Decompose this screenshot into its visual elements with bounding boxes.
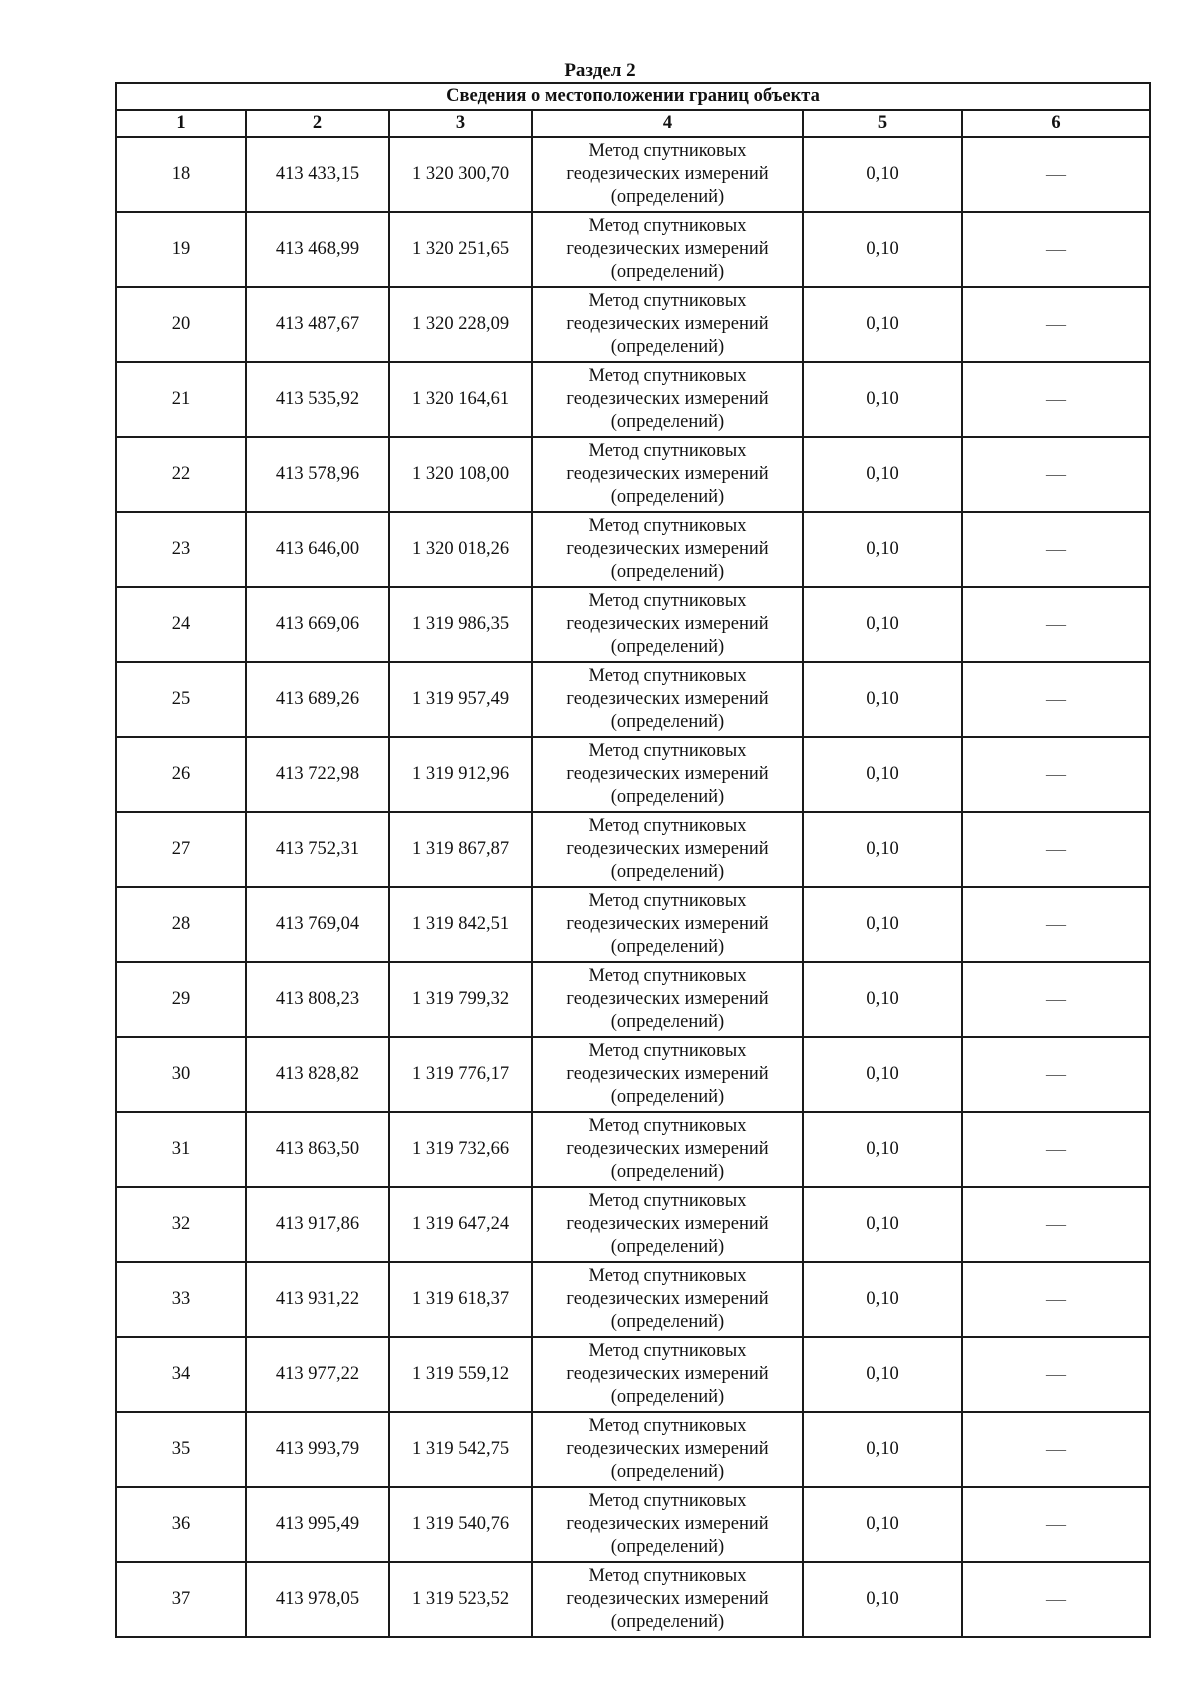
point-number-cell: 23 <box>116 512 246 587</box>
precision-cell: 0,10 <box>803 1487 962 1562</box>
column-header-5: 5 <box>803 110 962 137</box>
method-cell <box>532 512 803 587</box>
y-coordinate-cell: 1 319 776,17 <box>389 1037 532 1112</box>
method-line: геодезических измерений <box>566 389 769 409</box>
y-coordinate-cell: 1 319 842,51 <box>389 887 532 962</box>
point-number-cell: 30 <box>116 1037 246 1112</box>
precision-cell: 0,10 <box>803 362 962 437</box>
method-line: Метод спутниковых <box>588 666 747 686</box>
method-cell <box>532 662 803 737</box>
point-number-cell: 22 <box>116 437 246 512</box>
method-line: геодезических измерений <box>566 239 769 259</box>
method-line: (определений) <box>610 937 725 957</box>
precision-cell: 0,10 <box>803 962 962 1037</box>
note-cell: — <box>962 287 1150 362</box>
table-row <box>116 1262 1150 1337</box>
precision-cell: 0,10 <box>803 287 962 362</box>
method-line: геодезических измерений <box>566 764 769 784</box>
x-coordinate-cell: 413 917,86 <box>246 1187 389 1262</box>
method-cell <box>532 437 803 512</box>
method-cell <box>532 1187 803 1262</box>
method-cell <box>532 1412 803 1487</box>
precision-cell: 0,10 <box>803 737 962 812</box>
method-line: геодезических измерений <box>566 539 769 559</box>
table-row <box>116 1037 1150 1112</box>
precision-cell: 0,10 <box>803 512 962 587</box>
method-line: геодезических измерений <box>566 1214 769 1234</box>
point-number-cell: 20 <box>116 287 246 362</box>
note-cell: — <box>962 1412 1150 1487</box>
column-header-4: 4 <box>532 110 803 137</box>
x-coordinate-cell: 413 808,23 <box>246 962 389 1037</box>
y-coordinate-cell: 1 319 559,12 <box>389 1337 532 1412</box>
point-number-cell: 32 <box>116 1187 246 1262</box>
method-line: Метод спутниковых <box>588 1266 747 1286</box>
precision-cell: 0,10 <box>803 1187 962 1262</box>
method-line: Метод спутниковых <box>588 441 747 461</box>
point-number-cell: 35 <box>116 1412 246 1487</box>
method-line: (определений) <box>610 1162 725 1182</box>
method-line: геодезических измерений <box>566 1439 769 1459</box>
method-line: (определений) <box>610 1312 725 1332</box>
note-cell: — <box>962 1487 1150 1562</box>
method-cell <box>532 362 803 437</box>
point-number-cell: 37 <box>116 1562 246 1637</box>
point-number-cell: 25 <box>116 662 246 737</box>
method-line: (определений) <box>610 787 725 807</box>
table-row <box>116 137 1150 212</box>
table-row <box>116 362 1150 437</box>
method-cell <box>532 1112 803 1187</box>
table-row <box>116 437 1150 512</box>
method-line: Метод спутниковых <box>588 891 747 911</box>
method-line: геодезических измерений <box>566 314 769 334</box>
x-coordinate-cell: 413 433,15 <box>246 137 389 212</box>
method-line: Метод спутниковых <box>588 741 747 761</box>
note-cell: — <box>962 212 1150 287</box>
method-cell <box>532 1562 803 1637</box>
method-line: (определений) <box>610 712 725 732</box>
x-coordinate-cell: 413 769,04 <box>246 887 389 962</box>
y-coordinate-cell: 1 319 618,37 <box>389 1262 532 1337</box>
table-row <box>116 512 1150 587</box>
point-number-cell: 34 <box>116 1337 246 1412</box>
method-cell <box>532 887 803 962</box>
method-line: (определений) <box>610 487 725 507</box>
column-header-3: 3 <box>389 110 532 137</box>
method-cell <box>532 137 803 212</box>
note-cell: — <box>962 737 1150 812</box>
method-cell <box>532 737 803 812</box>
y-coordinate-cell: 1 319 540,76 <box>389 1487 532 1562</box>
method-cell <box>532 1037 803 1112</box>
x-coordinate-cell: 413 689,26 <box>246 662 389 737</box>
precision-cell: 0,10 <box>803 812 962 887</box>
precision-cell: 0,10 <box>803 212 962 287</box>
x-coordinate-cell: 413 535,92 <box>246 362 389 437</box>
method-line: Метод спутниковых <box>588 516 747 536</box>
x-coordinate-cell: 413 977,22 <box>246 1337 389 1412</box>
y-coordinate-cell: 1 320 018,26 <box>389 512 532 587</box>
x-coordinate-cell: 413 468,99 <box>246 212 389 287</box>
note-cell: — <box>962 587 1150 662</box>
point-number-cell: 18 <box>116 137 246 212</box>
method-line: (определений) <box>610 862 725 882</box>
method-line: геодезических измерений <box>566 989 769 1009</box>
method-line: (определений) <box>610 1537 725 1557</box>
x-coordinate-cell: 413 828,82 <box>246 1037 389 1112</box>
y-coordinate-cell: 1 319 799,32 <box>389 962 532 1037</box>
method-line: (определений) <box>610 1087 725 1107</box>
method-line: геодезических измерений <box>566 689 769 709</box>
x-coordinate-cell: 413 995,49 <box>246 1487 389 1562</box>
boundary-coordinates-table <box>115 82 1151 1638</box>
y-coordinate-cell: 1 319 986,35 <box>389 587 532 662</box>
table-row <box>116 1562 1150 1637</box>
method-line: геодезических измерений <box>566 1289 769 1309</box>
precision-cell: 0,10 <box>803 1562 962 1637</box>
precision-cell: 0,10 <box>803 1037 962 1112</box>
method-line: геодезических измерений <box>566 164 769 184</box>
method-line: (определений) <box>610 412 725 432</box>
point-number-cell: 31 <box>116 1112 246 1187</box>
y-coordinate-cell: 1 319 542,75 <box>389 1412 532 1487</box>
table-caption: Сведения о местоположении границ объекта <box>116 83 1150 110</box>
method-line: геодезических измерений <box>566 1139 769 1159</box>
method-line: (определений) <box>610 262 725 282</box>
y-coordinate-cell: 1 319 867,87 <box>389 812 532 887</box>
note-cell: — <box>962 1337 1150 1412</box>
x-coordinate-cell: 413 978,05 <box>246 1562 389 1637</box>
point-number-cell: 28 <box>116 887 246 962</box>
y-coordinate-cell: 1 319 523,52 <box>389 1562 532 1637</box>
method-cell <box>532 587 803 662</box>
method-line: геодезических измерений <box>566 464 769 484</box>
x-coordinate-cell: 413 752,31 <box>246 812 389 887</box>
method-line: Метод спутниковых <box>588 141 747 161</box>
x-coordinate-cell: 413 863,50 <box>246 1112 389 1187</box>
y-coordinate-cell: 1 319 957,49 <box>389 662 532 737</box>
precision-cell: 0,10 <box>803 1337 962 1412</box>
method-line: Метод спутниковых <box>588 591 747 611</box>
method-cell <box>532 812 803 887</box>
y-coordinate-cell: 1 319 912,96 <box>389 737 532 812</box>
method-line: Метод спутниковых <box>588 366 747 386</box>
table-row <box>116 1487 1150 1562</box>
method-line: Метод спутниковых <box>588 816 747 836</box>
point-number-cell: 27 <box>116 812 246 887</box>
precision-cell: 0,10 <box>803 1412 962 1487</box>
method-line: Метод спутниковых <box>588 1491 747 1511</box>
point-number-cell: 21 <box>116 362 246 437</box>
method-line: Метод спутниковых <box>588 1566 747 1586</box>
method-line: геодезических измерений <box>566 1514 769 1534</box>
method-line: (определений) <box>610 337 725 357</box>
section-title: Раздел 2 <box>564 60 636 81</box>
method-cell <box>532 1262 803 1337</box>
note-cell: — <box>962 1562 1150 1637</box>
note-cell: — <box>962 362 1150 437</box>
note-cell: — <box>962 812 1150 887</box>
y-coordinate-cell: 1 319 732,66 <box>389 1112 532 1187</box>
table-row <box>116 1187 1150 1262</box>
method-line: (определений) <box>610 637 725 657</box>
point-number-cell: 26 <box>116 737 246 812</box>
note-cell: — <box>962 662 1150 737</box>
method-cell <box>532 1487 803 1562</box>
x-coordinate-cell: 413 487,67 <box>246 287 389 362</box>
precision-cell: 0,10 <box>803 1112 962 1187</box>
method-cell <box>532 287 803 362</box>
table-body <box>116 137 1150 1637</box>
method-cell <box>532 962 803 1037</box>
precision-cell: 0,10 <box>803 887 962 962</box>
x-coordinate-cell: 413 722,98 <box>246 737 389 812</box>
method-line: геодезических измерений <box>566 1589 769 1609</box>
method-line: геодезических измерений <box>566 1064 769 1084</box>
point-number-cell: 19 <box>116 212 246 287</box>
table-row <box>116 1112 1150 1187</box>
method-line: Метод спутниковых <box>588 1416 747 1436</box>
precision-cell: 0,10 <box>803 662 962 737</box>
table-row <box>116 887 1150 962</box>
table-row <box>116 662 1150 737</box>
table-row <box>116 212 1150 287</box>
method-line: Метод спутниковых <box>588 1041 747 1061</box>
note-cell: — <box>962 137 1150 212</box>
precision-cell: 0,10 <box>803 437 962 512</box>
method-line: Метод спутниковых <box>588 966 747 986</box>
note-cell: — <box>962 1262 1150 1337</box>
point-number-cell: 24 <box>116 587 246 662</box>
method-line: (определений) <box>610 1612 725 1632</box>
method-line: Метод спутниковых <box>588 1116 747 1136</box>
method-line: (определений) <box>610 1462 725 1482</box>
method-line: геодезических измерений <box>566 614 769 634</box>
method-line: геодезических измерений <box>566 914 769 934</box>
method-line: (определений) <box>610 1237 725 1257</box>
point-number-cell: 29 <box>116 962 246 1037</box>
method-cell <box>532 1337 803 1412</box>
point-number-cell: 33 <box>116 1262 246 1337</box>
x-coordinate-cell: 413 578,96 <box>246 437 389 512</box>
x-coordinate-cell: 413 669,06 <box>246 587 389 662</box>
method-line: Метод спутниковых <box>588 291 747 311</box>
method-cell <box>532 212 803 287</box>
note-cell: — <box>962 437 1150 512</box>
table-row <box>116 1412 1150 1487</box>
method-line: геодезических измерений <box>566 1364 769 1384</box>
method-line: (определений) <box>610 1387 725 1407</box>
column-header-2: 2 <box>246 110 389 137</box>
note-cell: — <box>962 1112 1150 1187</box>
method-line: Метод спутниковых <box>588 1341 747 1361</box>
y-coordinate-cell: 1 320 108,00 <box>389 437 532 512</box>
y-coordinate-cell: 1 319 647,24 <box>389 1187 532 1262</box>
method-line: (определений) <box>610 187 725 207</box>
table-row <box>116 812 1150 887</box>
method-line: Метод спутниковых <box>588 216 747 236</box>
column-header-6: 6 <box>962 110 1150 137</box>
note-cell: — <box>962 887 1150 962</box>
table-row <box>116 962 1150 1037</box>
y-coordinate-cell: 1 320 164,61 <box>389 362 532 437</box>
y-coordinate-cell: 1 320 228,09 <box>389 287 532 362</box>
table-row <box>116 1337 1150 1412</box>
precision-cell: 0,10 <box>803 137 962 212</box>
table-row <box>116 737 1150 812</box>
note-cell: — <box>962 512 1150 587</box>
x-coordinate-cell: 413 646,00 <box>246 512 389 587</box>
precision-cell: 0,10 <box>803 587 962 662</box>
table-row <box>116 587 1150 662</box>
precision-cell: 0,10 <box>803 1262 962 1337</box>
x-coordinate-cell: 413 993,79 <box>246 1412 389 1487</box>
note-cell: — <box>962 1187 1150 1262</box>
note-cell: — <box>962 1037 1150 1112</box>
method-line: (определений) <box>610 562 725 582</box>
method-line: (определений) <box>610 1012 725 1032</box>
y-coordinate-cell: 1 320 300,70 <box>389 137 532 212</box>
table-row <box>116 287 1150 362</box>
method-line: Метод спутниковых <box>588 1191 747 1211</box>
point-number-cell: 36 <box>116 1487 246 1562</box>
method-line: геодезических измерений <box>566 839 769 859</box>
x-coordinate-cell: 413 931,22 <box>246 1262 389 1337</box>
column-header-1: 1 <box>116 110 246 137</box>
y-coordinate-cell: 1 320 251,65 <box>389 212 532 287</box>
note-cell: — <box>962 962 1150 1037</box>
